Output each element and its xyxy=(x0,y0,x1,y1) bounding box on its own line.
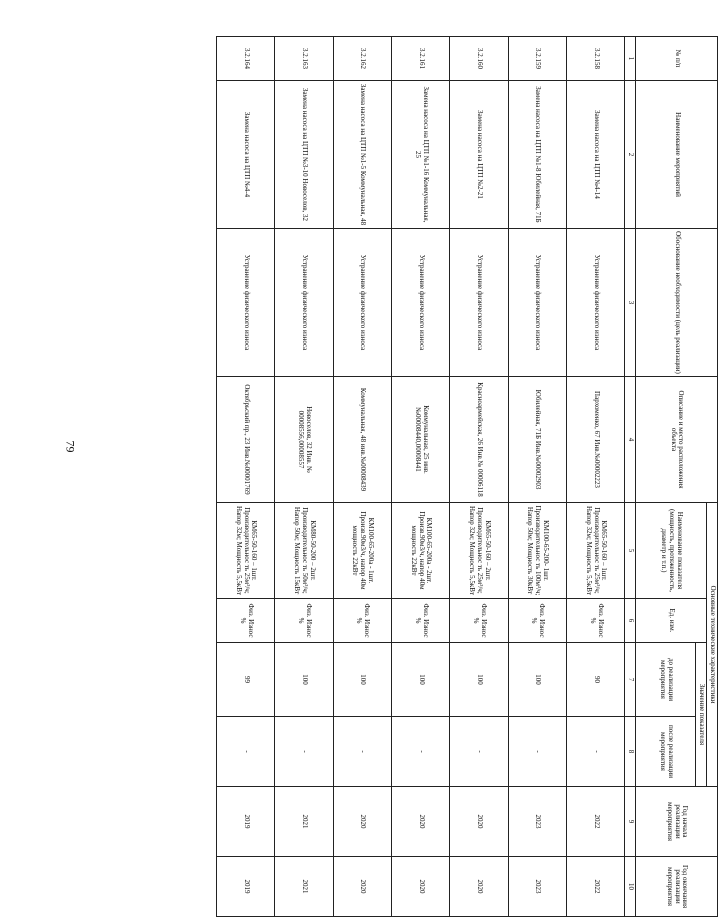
row-before: 100 xyxy=(508,643,566,717)
row-start-year: 2023 xyxy=(508,787,566,857)
row-unit: Физ. Износ % xyxy=(217,599,275,643)
row-name: Замена насоса на ЦТП №4-14 xyxy=(567,81,625,229)
row-start-year: 2019 xyxy=(217,787,275,857)
row-name: Замена насоса на ЦТП №2-21 xyxy=(450,81,508,229)
row-reason: Устранение физического износа xyxy=(450,229,508,377)
row-start-year: 2020 xyxy=(333,787,391,857)
row-no: 3.2.158 xyxy=(567,37,625,81)
table-row xyxy=(275,37,333,917)
header-before: до реализации мероприятия xyxy=(636,643,696,717)
col-number: 2 xyxy=(625,81,636,229)
measures-table xyxy=(216,36,718,917)
row-location: Октябрьский пр., 23 Инв.№00001769 xyxy=(217,377,275,503)
col-number: 9 xyxy=(625,787,636,857)
col-number: 1 xyxy=(625,37,636,81)
row-no: 3.2.159 xyxy=(508,37,566,81)
row-name: Замена насоса на ЦТП №1-5 Коммунальная, 48 xyxy=(333,81,391,229)
row-no: 3.2.162 xyxy=(333,37,391,81)
row-reason: Устранение физического износа xyxy=(508,229,566,377)
row-after: - xyxy=(333,717,391,787)
row-end-year: 2020 xyxy=(450,857,508,917)
table-row xyxy=(392,37,450,917)
row-unit: Физ. Износ % xyxy=(333,599,391,643)
row-after: - xyxy=(392,717,450,787)
row-location: Юбилейная, 71Б Инв.№00002903 xyxy=(508,377,566,503)
row-unit: Физ. Износ % xyxy=(508,599,566,643)
row-name: Замена насоса на ЦТП №3-10 Новоселов, 32 xyxy=(275,81,333,229)
header-reason: Обоснование необходимости (цель реализации) xyxy=(636,229,718,377)
table-row xyxy=(333,37,391,917)
header-value-group: Значение показателя xyxy=(696,643,707,787)
row-name: Замена насоса на ЦТП №4-4 xyxy=(217,81,275,229)
row-start-year: 2020 xyxy=(450,787,508,857)
header-unit: Ед. изм. xyxy=(636,599,707,643)
row-before: 99 xyxy=(217,643,275,717)
row-end-year: 2020 xyxy=(333,857,391,917)
row-end-year: 2021 xyxy=(275,857,333,917)
row-after: - xyxy=(567,717,625,787)
col-number: 6 xyxy=(625,599,636,643)
row-before: 90 xyxy=(567,643,625,717)
row-end-year: 2022 xyxy=(567,857,625,917)
row-after: - xyxy=(217,717,275,787)
row-location: Красноармейская, 26 Инв.№ 00006118 xyxy=(450,377,508,503)
row-indicator: КМ65-50-160 – 1шт. Производительнос ть 25м³/ч; Напор 32м; Мощность 5,5кВт xyxy=(567,503,625,599)
row-no: 3.2.164 xyxy=(217,37,275,81)
row-no: 3.2.161 xyxy=(392,37,450,81)
header-indicator: Наименование показателя (мощность, протяженность, диаметр и т.п.) xyxy=(636,503,707,599)
row-indicator: КМ100-65-200- 1шт. Производительнос ть 100м³/ч; Напор 50м; Мощность 30кВт xyxy=(508,503,566,599)
row-unit: Физ. Износ % xyxy=(450,599,508,643)
row-after: - xyxy=(508,717,566,787)
row-unit: Физ. Износ % xyxy=(392,599,450,643)
header-end-year: Год окончания реализации мероприятия xyxy=(636,857,718,917)
row-end-year: 2023 xyxy=(508,857,566,917)
row-location: Коммунальная, 48 инв.№00008439 xyxy=(333,377,391,503)
row-unit: Физ. Износ % xyxy=(275,599,333,643)
row-after: - xyxy=(275,717,333,787)
row-name: Замена насоса на ЦТП №1-8 Юбилейная, 71Б xyxy=(508,81,566,229)
row-indicator: КМ100-65-200а - 2шт. Произв.90м3/ч, напор 40м мощность 22кВт xyxy=(392,503,450,599)
row-no: 3.2.163 xyxy=(275,37,333,81)
header-location: Описание и место расположения объекта xyxy=(636,377,718,503)
header-name: Наименование мероприятий xyxy=(636,81,718,229)
header-after: после реализации мероприятия xyxy=(636,717,696,787)
row-indicator: КМ100-65-200а - 1шт. Произв.90м3/ч, напор 40м мощность 22кВт xyxy=(333,503,391,599)
col-number: 4 xyxy=(625,377,636,503)
row-before: 100 xyxy=(450,643,508,717)
row-unit: Физ. Износ % xyxy=(567,599,625,643)
row-after: - xyxy=(450,717,508,787)
row-location: Коммунальная, 25 инв.№00008440,00008441 xyxy=(392,377,450,503)
row-before: 100 xyxy=(333,643,391,717)
col-number: 10 xyxy=(625,857,636,917)
col-number: 5 xyxy=(625,503,636,599)
col-number: 3 xyxy=(625,229,636,377)
row-reason: Устранение физического износа xyxy=(217,229,275,377)
row-reason: Устранение физического износа xyxy=(333,229,391,377)
col-number: 8 xyxy=(625,717,636,787)
row-end-year: 2019 xyxy=(217,857,275,917)
table-row xyxy=(450,37,508,917)
column-numbers-row xyxy=(625,37,636,917)
table-row xyxy=(508,37,566,917)
row-end-year: 2020 xyxy=(392,857,450,917)
header-no: № п/п xyxy=(636,37,718,81)
row-start-year: 2020 xyxy=(392,787,450,857)
col-number: 7 xyxy=(625,643,636,717)
row-reason: Устранение физического износа xyxy=(567,229,625,377)
row-start-year: 2021 xyxy=(275,787,333,857)
page-number: 79 xyxy=(63,440,78,453)
row-indicator: КМ65-50-160 – 1шт. Производительнос ть 25м³/ч; Напор 32м; Мощность 5,5кВт xyxy=(217,503,275,599)
row-before: 100 xyxy=(275,643,333,717)
row-indicator: КМ65-50-160 – 2шт. Производительнос ть 25м³/ч; Напор 32м; Мощность 5,5кВт xyxy=(450,503,508,599)
row-before: 100 xyxy=(392,643,450,717)
header-start-year: Год начала реализации мероприятия xyxy=(636,787,718,857)
table-row xyxy=(567,37,625,917)
row-no: 3.2.160 xyxy=(450,37,508,81)
row-reason: Устранение физического износа xyxy=(275,229,333,377)
row-location: Пархоменко, 67 Инв.№00002223 xyxy=(567,377,625,503)
rotated-table-frame xyxy=(216,36,718,916)
row-indicator: КМ80-50-200 – 2шт. Производительнос ть 50м³/ч; Напор 50м; Мощность 15кВт xyxy=(275,503,333,599)
table-row xyxy=(217,37,275,917)
row-location: Новоселов, 32 Инв. № 00008556,00008557 xyxy=(275,377,333,503)
row-reason: Устранение физического износа xyxy=(392,229,450,377)
header-tech-group: Основные технические характеристики xyxy=(707,503,718,787)
row-name: Замена насоса на ЦТП №1-16 Коммунальная, 25 xyxy=(392,81,450,229)
row-start-year: 2022 xyxy=(567,787,625,857)
